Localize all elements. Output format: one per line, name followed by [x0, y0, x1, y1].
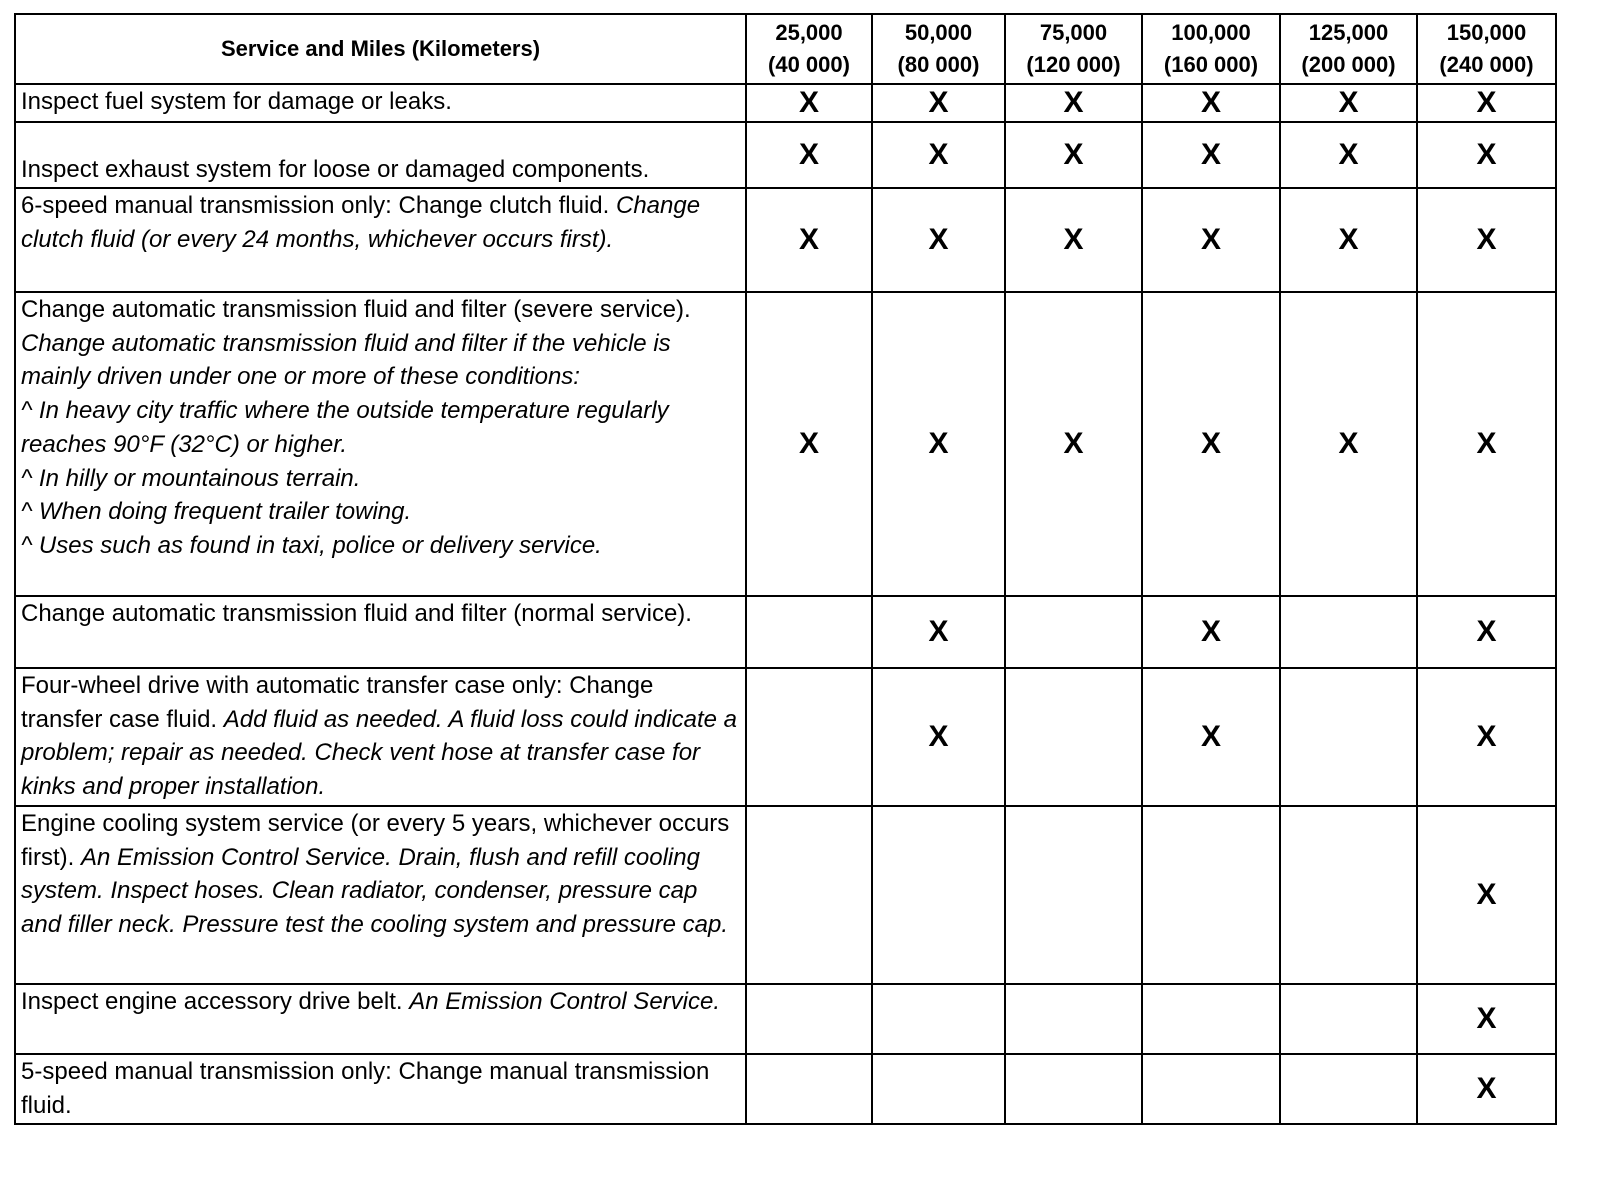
interval-km: (240 000) — [1439, 52, 1534, 77]
service-mark: X — [1200, 86, 1221, 119]
condition-bullet: ^ Uses such as found in taxi, police or delivery service. — [21, 531, 602, 559]
service-mark: X — [928, 615, 949, 648]
interval-cell — [1417, 1054, 1556, 1124]
interval-header-50000 — [872, 14, 1005, 84]
interval-miles: 25,000 — [775, 20, 843, 45]
interval-cell — [872, 1054, 1005, 1124]
service-note: Add fluid as needed. A fluid loss could indicate a problem; repair as needed. Check vent hose at transfer case for kinks and proper installation. — [21, 705, 737, 801]
interval-cell — [1142, 668, 1280, 806]
service-mark: X — [928, 86, 949, 119]
interval-cell — [872, 84, 1005, 122]
interval-cell — [1417, 806, 1556, 984]
interval-km: (120 000) — [1026, 52, 1121, 77]
service-mark: X — [1063, 427, 1084, 460]
service-mark: X — [1200, 615, 1221, 648]
interval-cell — [746, 596, 872, 668]
interval-cell — [1417, 668, 1556, 806]
service-mark: X — [1338, 138, 1359, 171]
service-text: Inspect exhaust system for loose or damaged components. — [21, 156, 650, 184]
service-row — [15, 806, 1556, 984]
interval-miles: 100,000 — [1171, 20, 1251, 45]
interval-cell — [1280, 292, 1417, 596]
service-mark: X — [928, 138, 949, 171]
interval-cell — [1005, 806, 1142, 984]
interval-cell — [1417, 292, 1556, 596]
service-description — [15, 984, 746, 1054]
interval-cell — [1417, 84, 1556, 122]
interval-cell — [1005, 84, 1142, 122]
service-mark: X — [928, 720, 949, 753]
service-mark: X — [1200, 223, 1221, 256]
interval-cell — [1417, 984, 1556, 1054]
service-column-header: Service and Miles (Kilometers) — [15, 14, 746, 84]
service-text: Inspect fuel system for damage or leaks. — [21, 88, 452, 115]
service-mark: X — [1338, 86, 1359, 119]
interval-cell — [746, 188, 872, 292]
table-header — [15, 14, 1556, 84]
interval-cell — [872, 806, 1005, 984]
interval-header-125000 — [1280, 14, 1417, 84]
service-mark: X — [1476, 1002, 1497, 1035]
interval-cell — [1142, 806, 1280, 984]
service-row — [15, 984, 1556, 1054]
interval-header-25000 — [746, 14, 872, 84]
header-row — [15, 14, 1556, 84]
interval-miles: 75,000 — [1039, 20, 1108, 45]
interval-cell — [1417, 188, 1556, 292]
interval-km: (200 000) — [1301, 52, 1396, 77]
service-note: Change clutch fluid (or every 24 months, whichever occurs first). — [21, 192, 701, 253]
service-mark: X — [1063, 223, 1084, 256]
service-mark: X — [1476, 138, 1497, 171]
interval-cell — [1005, 292, 1142, 596]
service-row — [15, 188, 1556, 292]
service-mark: X — [1200, 720, 1221, 753]
interval-cell — [746, 122, 872, 188]
interval-cell — [1005, 984, 1142, 1054]
interval-km: (160 000) — [1163, 52, 1259, 77]
interval-cell — [1005, 596, 1142, 668]
service-text: Change automatic transmission fluid and filter (severe service). — [21, 296, 691, 323]
service-mark: X — [798, 223, 819, 256]
interval-cell — [1280, 984, 1417, 1054]
interval-cell — [1005, 668, 1142, 806]
interval-cell — [1142, 292, 1280, 596]
interval-cell — [1280, 188, 1417, 292]
interval-cell — [1142, 596, 1280, 668]
interval-cell — [1417, 122, 1556, 188]
interval-cell — [1142, 188, 1280, 292]
interval-cell — [1142, 84, 1280, 122]
interval-cell — [872, 122, 1005, 188]
interval-cell — [1005, 122, 1142, 188]
service-row — [15, 596, 1556, 668]
service-mark: X — [928, 223, 949, 256]
interval-cell — [746, 984, 872, 1054]
interval-cell — [1280, 668, 1417, 806]
interval-cell — [746, 292, 872, 596]
condition-bullet: ^ In heavy city traffic where the outside temperature regularly reaches 90°F (32°C) or higher. — [21, 397, 669, 458]
interval-header-150000 — [1417, 14, 1556, 84]
service-description — [15, 596, 746, 668]
interval-cell — [1142, 122, 1280, 188]
interval-cell — [746, 806, 872, 984]
service-text: Inspect engine accessory drive belt. — [21, 988, 403, 1015]
service-text: Change automatic transmission fluid and filter (normal service). — [21, 600, 692, 627]
service-mark: X — [1476, 427, 1497, 460]
service-description — [15, 84, 746, 122]
service-row — [15, 292, 1556, 596]
interval-header-75000 — [1005, 14, 1142, 84]
interval-km: (40 000) — [768, 52, 850, 77]
service-mark: X — [928, 427, 949, 460]
service-mark: X — [798, 86, 819, 119]
interval-miles: 50,000 — [904, 20, 973, 45]
condition-bullet: ^ In hilly or mountainous terrain. — [21, 464, 361, 492]
service-mark: X — [1338, 427, 1359, 460]
service-text: Engine cooling system service (or every 5 years, whichever occurs first). — [21, 810, 730, 871]
service-mark: X — [1476, 615, 1497, 648]
service-description — [15, 122, 746, 188]
interval-cell — [1280, 1054, 1417, 1124]
interval-cell — [872, 668, 1005, 806]
service-description — [15, 1054, 746, 1124]
interval-cell — [746, 1054, 872, 1124]
interval-cell — [1280, 806, 1417, 984]
service-note: An Emission Control Service. — [409, 988, 720, 1015]
service-note: Change automatic transmission fluid and filter if the vehicle is mainly driven under one or more of these conditions: — [21, 329, 671, 391]
service-mark: X — [1338, 223, 1359, 256]
maintenance-schedule-table — [14, 13, 1557, 1125]
interval-cell — [1005, 1054, 1142, 1124]
interval-header-100000 — [1142, 14, 1280, 84]
interval-miles: 125,000 — [1308, 20, 1389, 45]
interval-cell — [1280, 122, 1417, 188]
service-row — [15, 668, 1556, 806]
interval-cell — [1142, 984, 1280, 1054]
interval-cell — [1005, 188, 1142, 292]
service-text: 5-speed manual transmission only: Change manual transmission fluid. — [21, 1058, 710, 1119]
service-mark: X — [1063, 86, 1084, 119]
service-mark: X — [798, 138, 819, 171]
interval-cell — [1142, 1054, 1280, 1124]
service-mark: X — [1476, 223, 1497, 256]
service-mark: X — [1476, 720, 1497, 753]
service-description — [15, 668, 746, 806]
service-mark: X — [1200, 138, 1221, 171]
service-note: An Emission Control Service. Drain, flush and refill cooling system. Inspect hoses. Clean radiator, condenser, pressure cap and filler neck. Pressure test the cooling system and pressure cap. — [21, 843, 729, 939]
interval-cell — [872, 292, 1005, 596]
interval-cell — [1280, 84, 1417, 122]
interval-cell — [872, 596, 1005, 668]
service-mark: X — [1476, 1072, 1497, 1105]
service-row — [15, 84, 1556, 122]
interval-cell — [746, 668, 872, 806]
table-body — [15, 84, 1556, 1124]
service-text: Four-wheel drive with automatic transfer case only: Change transfer case fluid. — [21, 672, 654, 733]
service-row — [15, 1054, 1556, 1124]
interval-cell — [872, 188, 1005, 292]
service-row — [15, 122, 1556, 188]
interval-cell — [1280, 596, 1417, 668]
interval-cell — [746, 84, 872, 122]
condition-bullet: ^ When doing frequent trailer towing. — [21, 498, 412, 526]
interval-km: (80 000) — [897, 52, 980, 77]
service-mark: X — [1063, 138, 1084, 171]
interval-cell — [872, 984, 1005, 1054]
service-text: 6-speed manual transmission only: Change clutch fluid. — [21, 192, 610, 219]
interval-miles: 150,000 — [1446, 20, 1527, 45]
service-mark: X — [1476, 878, 1497, 911]
service-mark: X — [798, 427, 819, 460]
service-mark: X — [1476, 86, 1497, 119]
service-description — [15, 188, 746, 292]
service-description — [15, 806, 746, 984]
service-mark: X — [1200, 427, 1221, 460]
interval-cell — [1417, 596, 1556, 668]
service-description — [15, 292, 746, 596]
